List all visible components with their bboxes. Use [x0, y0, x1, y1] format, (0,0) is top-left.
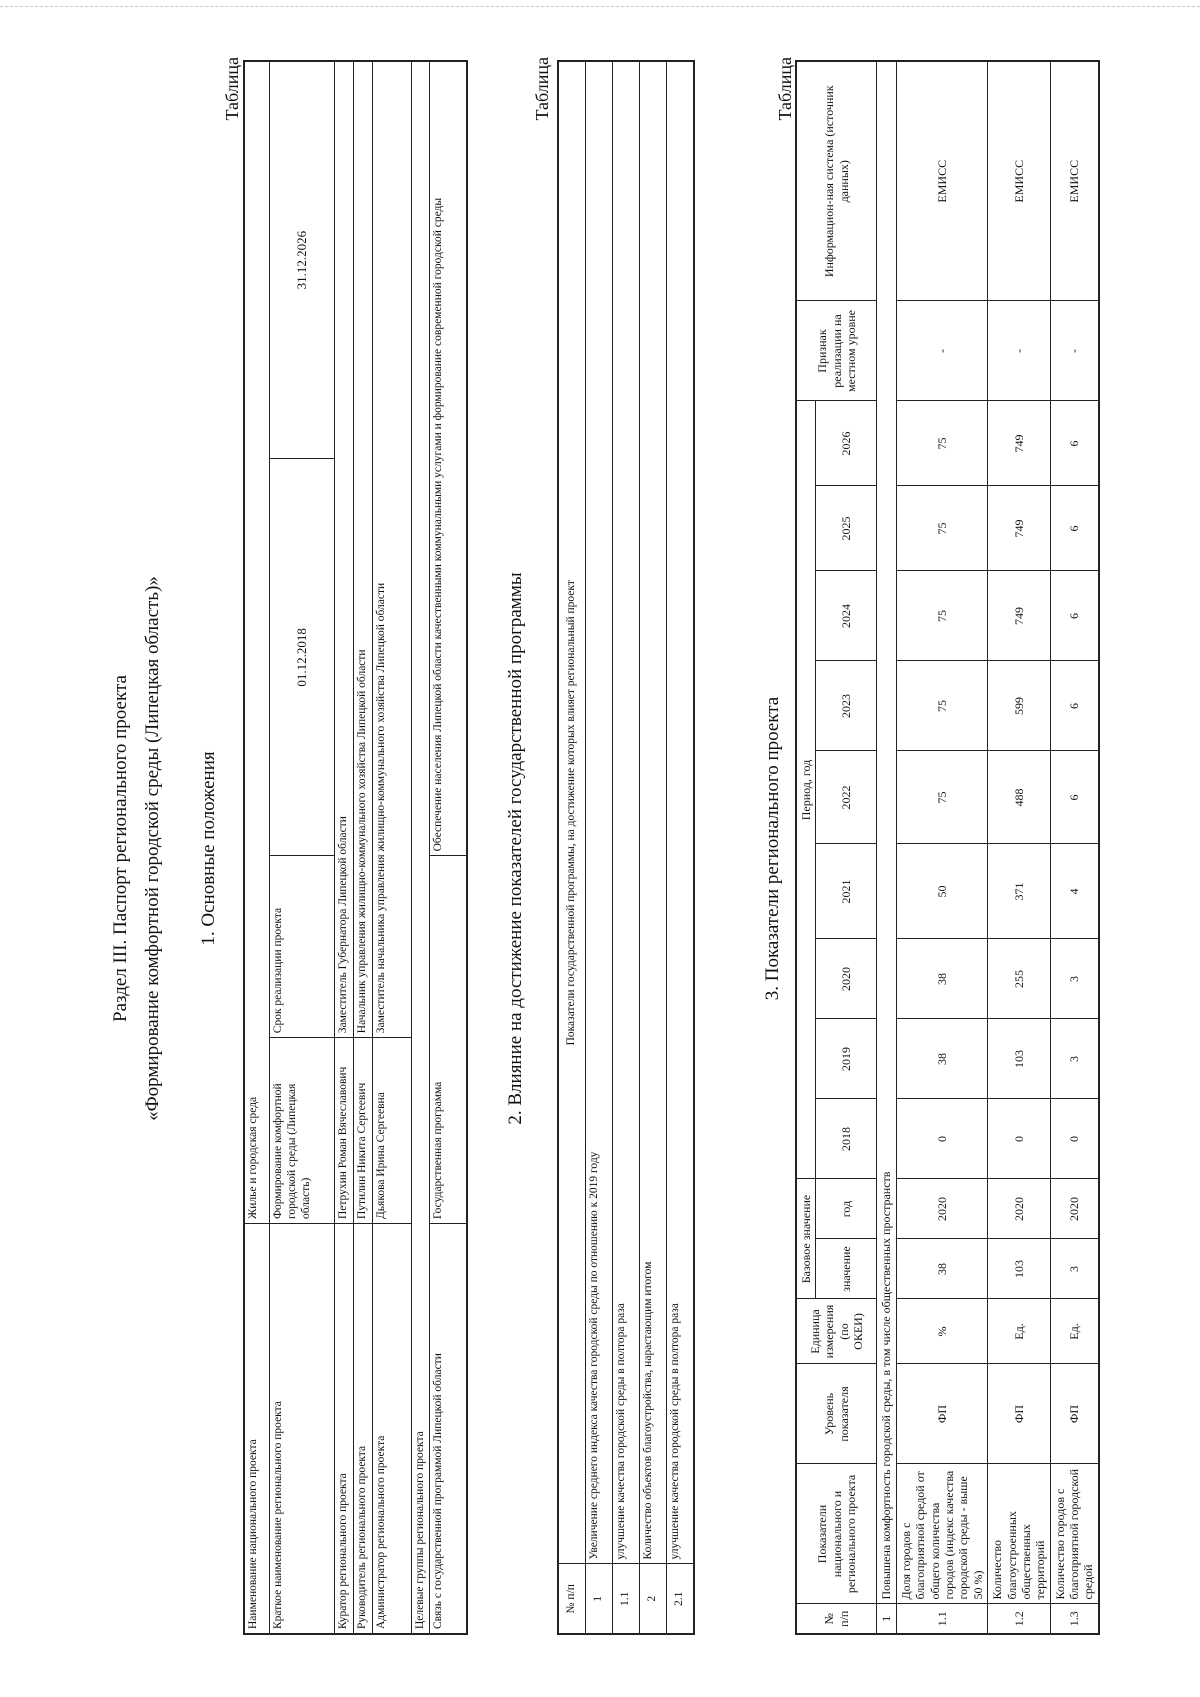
column-header: Период, год	[796, 401, 816, 1179]
column-header: 2024	[816, 571, 877, 661]
cell: Жилье и городская среда	[244, 61, 270, 1224]
table-row	[372, 61, 411, 1634]
cell: ЕМИСС	[1050, 61, 1099, 301]
cell: 4	[1050, 844, 1099, 939]
cell: 2020	[988, 1179, 1051, 1239]
cell: Краткое наименование регионального проекта	[270, 1224, 335, 1634]
table-row	[353, 61, 372, 1634]
cell: -	[896, 301, 987, 401]
cell: 38	[896, 1019, 987, 1099]
cell: 103	[988, 1239, 1051, 1299]
cell: -	[1050, 301, 1099, 401]
table-row	[613, 61, 640, 1634]
table-header-row	[558, 61, 586, 1634]
term-start: 01.12.2018	[270, 458, 334, 855]
cell: 255	[988, 939, 1051, 1019]
cell: Государственная программа	[430, 856, 468, 1224]
cell: 488	[988, 751, 1051, 844]
table-row	[640, 61, 667, 1634]
cell: Повышена комфортность городской среды, в том числе общественных пространств	[877, 61, 896, 1604]
table-row	[896, 61, 987, 1634]
cell: Количество объектов благоустройства, нарастающим итогом	[640, 61, 667, 1564]
cell: 599	[988, 661, 1051, 751]
cell: Обеспечение населения Липецкой области качественными коммунальными услугами и формирование современной городской среды	[430, 61, 468, 856]
table-row	[586, 61, 613, 1634]
cell: Срок реализации проекта	[270, 856, 335, 1038]
cell: Заместитель начальника управления жилищно-коммунального хозяйства Липецкой области	[372, 61, 411, 1038]
influence-table	[557, 60, 695, 1635]
cell: 1.2	[988, 1604, 1051, 1634]
table-row	[667, 61, 695, 1634]
cell: 1.3	[1050, 1604, 1099, 1634]
column-header: Показатели национального и регионального проекта	[796, 1464, 877, 1604]
table-row	[244, 61, 270, 1634]
cell: Количество городов с благоприятной городской средой	[1050, 1464, 1099, 1604]
cell: 6	[1050, 486, 1099, 571]
cell: Наименование национального проекта	[244, 1224, 270, 1634]
cell: 75	[896, 486, 987, 571]
cell: 0	[896, 1099, 987, 1179]
column-header: 2022	[816, 751, 877, 844]
cell: 6	[1050, 661, 1099, 751]
cell: 50	[896, 844, 987, 939]
column-header: 2018	[816, 1099, 877, 1179]
heading-influence: 2. Влияние на достижение показателей государственной программы	[505, 572, 526, 1125]
column-header: 2026	[816, 401, 877, 486]
cell: улучшение качества городской среды в полтора раза	[667, 61, 695, 1564]
table-row	[335, 61, 354, 1634]
table-label: Таблица	[222, 57, 242, 121]
table-row	[430, 61, 468, 1634]
cell: Петрухин Роман Вячеславович	[335, 1038, 354, 1224]
cell: улучшение качества городской среды в полтора раза	[613, 61, 640, 1564]
cell: 1.1	[613, 1564, 640, 1634]
cell: Связь с государственной программой Липецкой области	[430, 1224, 468, 1634]
table-row	[1050, 61, 1099, 1634]
cell: 75	[896, 661, 987, 751]
column-header: Единица измерения (по ОКЕИ)	[796, 1299, 877, 1364]
cell: ФП	[988, 1364, 1051, 1464]
cell: Доля городов с благоприятной средой от общего количества городов (индекс качества городской среды - выше 50 %)	[896, 1464, 987, 1604]
cell: Заместитель Губернатора Липецкой области	[335, 61, 354, 1038]
cell: Формирование комфортной городской среды (Липецкая область)	[270, 1038, 335, 1224]
column-header: значение	[816, 1239, 877, 1299]
cell: 371	[988, 844, 1051, 939]
cell: ЕМИСС	[988, 61, 1051, 301]
cell: Администратор регионального проекта	[372, 1224, 411, 1634]
cell: ФП	[896, 1364, 987, 1464]
term-end: 31.12.2026	[294, 230, 310, 290]
cell: 749	[988, 571, 1051, 661]
cell: 2.1	[667, 1564, 695, 1634]
column-header: Базовое значение	[796, 1179, 816, 1299]
cell: Дьякова Ирина Сергеевна	[372, 1038, 411, 1224]
cell: 2	[640, 1564, 667, 1634]
cell: 38	[896, 939, 987, 1019]
cell: Куратор регионального проекта	[335, 1224, 354, 1634]
column-header: 2020	[816, 939, 877, 1019]
column-header: 2025	[816, 486, 877, 571]
table-label: Таблица	[532, 57, 552, 121]
project-name-title: «Формирование комфортной городской среды (Липецкая область)»	[142, 576, 163, 1121]
table-row	[877, 61, 896, 1634]
table-row	[411, 61, 430, 1634]
table-label: Таблица	[775, 57, 795, 121]
cell: 749	[988, 486, 1051, 571]
cell: 2020	[896, 1179, 987, 1239]
column-header: 2019	[816, 1019, 877, 1099]
table-row	[270, 61, 335, 1634]
cell: Руководитель регионального проекта	[353, 1224, 372, 1634]
column-header: № п/п	[558, 1564, 586, 1634]
cell: ФП	[1050, 1364, 1099, 1464]
column-header: 2021	[816, 844, 877, 939]
cell: 1	[877, 1604, 896, 1634]
cell: 3	[1050, 1019, 1099, 1099]
cell: ЕМИСС	[896, 61, 987, 301]
cell: 6	[1050, 751, 1099, 844]
column-header: Признак реализации на местном уровне	[796, 301, 877, 401]
cell: Ед.	[1050, 1299, 1099, 1364]
table-header-row	[796, 61, 816, 1634]
cell: Путилин Никита Сергеевич	[353, 1038, 372, 1224]
cell: 103	[988, 1019, 1051, 1099]
column-header: Уровень показателя	[796, 1364, 877, 1464]
cell: 2020	[1050, 1179, 1099, 1239]
cell: %	[896, 1299, 987, 1364]
cell: 749	[988, 401, 1051, 486]
cell: Начальник управления жилищно-коммунального хозяйства Липецкой области	[353, 61, 372, 1038]
section-title: Раздел III. Паспорт регионального проекта	[110, 675, 131, 1022]
heading-indicators: 3. Показатели регионального проекта	[762, 696, 783, 1001]
cell: Количество благоустроенных общественных территорий	[988, 1464, 1051, 1604]
heading-main-provisions: 1. Основные положения	[198, 751, 219, 946]
cell: 0	[1050, 1099, 1099, 1179]
cell: 0	[988, 1099, 1051, 1179]
cell: Увеличение среднего индекса качества городской среды по отношению к 2019 году	[586, 61, 613, 1564]
cell: 38	[896, 1239, 987, 1299]
cell: -	[988, 301, 1051, 401]
cell: 1.1	[896, 1604, 987, 1634]
cell: 6	[1050, 401, 1099, 486]
cell: 75	[896, 401, 987, 486]
main-provisions-table	[243, 60, 468, 1635]
cell: 3	[1050, 939, 1099, 1019]
cell: 1	[586, 1564, 613, 1634]
cell: Целевые группы регионального проекта	[411, 61, 430, 1634]
cell: 3	[1050, 1239, 1099, 1299]
column-header: № п/п	[796, 1604, 877, 1634]
column-header: год	[816, 1179, 877, 1239]
cell: 75	[896, 751, 987, 844]
cell: 6	[1050, 571, 1099, 661]
term-dates-cell	[270, 61, 335, 856]
cell: Ед.	[988, 1299, 1051, 1364]
column-header: 2023	[816, 661, 877, 751]
table-row	[988, 61, 1051, 1634]
column-header: Показатели государственной программы, на достижение которых влияет региональный проект	[558, 61, 586, 1564]
cell: 75	[896, 571, 987, 661]
indicators-table	[795, 60, 1100, 1635]
column-header: Информацион-ная система (источник данных)	[796, 61, 877, 301]
